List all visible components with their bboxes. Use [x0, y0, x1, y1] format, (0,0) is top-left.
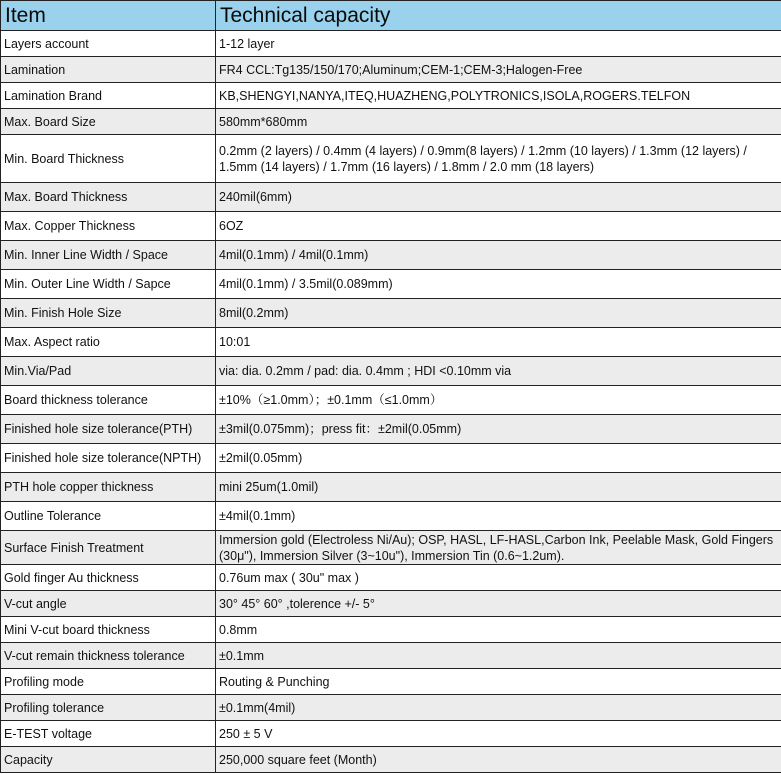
- row-item: Min.Via/Pad: [1, 357, 216, 386]
- row-value: 250 ± 5 V: [216, 721, 781, 747]
- table-row: [1, 83, 781, 109]
- row-item: Min. Outer Line Width / Sapce: [1, 270, 216, 299]
- table-row: [1, 617, 781, 643]
- row-value: KB,SHENGYI,NANYA,ITEQ,HUAZHENG,POLYTRONICS,ISOLA,ROGERS.TELFON: [216, 83, 781, 109]
- row-value: ±3mil(0.075mm)；press fit：±2mil(0.05mm): [216, 415, 781, 444]
- row-item: Max. Board Thickness: [1, 183, 216, 212]
- row-item: Profiling tolerance: [1, 695, 216, 721]
- row-value: 30° 45° 60° ,tolerence +/- 5°: [216, 591, 781, 617]
- row-value: 10:01: [216, 328, 781, 357]
- row-value: ±0.1mm: [216, 643, 781, 669]
- row-value: 580mm*680mm: [216, 109, 781, 135]
- row-value: 240mil(6mm): [216, 183, 781, 212]
- row-item: Profiling mode: [1, 669, 216, 695]
- row-item: Min. Board Thickness: [1, 135, 216, 183]
- row-value: 8mil(0.2mm): [216, 299, 781, 328]
- table-row: [1, 415, 781, 444]
- row-value: 4mil(0.1mm) / 3.5mil(0.089mm): [216, 270, 781, 299]
- row-value: ±0.1mm(4mil): [216, 695, 781, 721]
- table-row: [1, 565, 781, 591]
- row-value: via: dia. 0.2mm / pad: dia. 0.4mm ; HDI <0.10mm via: [216, 357, 781, 386]
- row-item: Outline Tolerance: [1, 502, 216, 531]
- row-item: Min. Finish Hole Size: [1, 299, 216, 328]
- table-row: [1, 135, 781, 183]
- table-header-row: [1, 1, 781, 31]
- row-value: 250,000 square feet (Month): [216, 747, 781, 773]
- table-row: [1, 109, 781, 135]
- row-value: 6OZ: [216, 212, 781, 241]
- row-value: ±10%（≥1.0mm）；±0.1mm（≤1.0mm）: [216, 386, 781, 415]
- row-value: Routing & Punching: [216, 669, 781, 695]
- row-item: Finished hole size tolerance(PTH): [1, 415, 216, 444]
- row-value: ±2mil(0.05mm): [216, 444, 781, 473]
- table-row: [1, 591, 781, 617]
- row-value: 0.2mm (2 layers) / 0.4mm (4 layers) / 0.9mm(8 layers) / 1.2mm (10 layers) / 1.3mm (12 layers) / 1.5mm (14 layers) / 1.7mm (16 layers) / 1.8mm / 2.0 mm (18 layers): [216, 135, 781, 183]
- table-row: [1, 328, 781, 357]
- row-value: 4mil(0.1mm) / 4mil(0.1mm): [216, 241, 781, 270]
- row-item: PTH hole copper thickness: [1, 473, 216, 502]
- row-value: 1-12 layer: [216, 31, 781, 57]
- row-item: Gold finger Au thickness: [1, 565, 216, 591]
- row-value: ±4mil(0.1mm): [216, 502, 781, 531]
- row-value: 0.76um max ( 30u" max ): [216, 565, 781, 591]
- row-value: Immersion gold (Electroless Ni/Au); OSP, HASL, LF-HASL,Carbon Ink, Peelable Mask, Gold Fingers (30μ"), Immersion Silver (3~10u"), Immersion Tin (0.6~1.2um).: [216, 531, 781, 565]
- table-row: [1, 531, 781, 565]
- table-row: [1, 241, 781, 270]
- row-item: Lamination Brand: [1, 83, 216, 109]
- table-row: [1, 473, 781, 502]
- row-item: V-cut angle: [1, 591, 216, 617]
- table-row: [1, 299, 781, 328]
- row-item: Mini V-cut board thickness: [1, 617, 216, 643]
- table-row: [1, 212, 781, 241]
- table-row: [1, 669, 781, 695]
- row-item: V-cut remain thickness tolerance: [1, 643, 216, 669]
- table-row: [1, 270, 781, 299]
- header-capacity: Technical capacity: [216, 1, 781, 31]
- table-row: [1, 721, 781, 747]
- table-row: [1, 57, 781, 83]
- table-row: [1, 31, 781, 57]
- table-row: [1, 183, 781, 212]
- row-item: Max. Board Size: [1, 109, 216, 135]
- row-item: Max. Aspect ratio: [1, 328, 216, 357]
- row-item: E-TEST voltage: [1, 721, 216, 747]
- row-item: Layers account: [1, 31, 216, 57]
- row-item: Surface Finish Treatment: [1, 531, 216, 565]
- table-row: [1, 357, 781, 386]
- row-value: FR4 CCL:Tg135/150/170;Aluminum;CEM-1;CEM-3;Halogen-Free: [216, 57, 781, 83]
- row-item: Capacity: [1, 747, 216, 773]
- header-item: Item: [1, 1, 216, 31]
- row-item: Lamination: [1, 57, 216, 83]
- table-row: [1, 695, 781, 721]
- row-item: Board thickness tolerance: [1, 386, 216, 415]
- row-item: Max. Copper Thickness: [1, 212, 216, 241]
- table-row: [1, 643, 781, 669]
- row-value: mini 25um(1.0mil): [216, 473, 781, 502]
- row-item: Finished hole size tolerance(NPTH): [1, 444, 216, 473]
- row-item: Min. Inner Line Width / Space: [1, 241, 216, 270]
- table-row: [1, 386, 781, 415]
- row-value: 0.8mm: [216, 617, 781, 643]
- table-row: [1, 444, 781, 473]
- table-row: [1, 502, 781, 531]
- table-row: [1, 747, 781, 773]
